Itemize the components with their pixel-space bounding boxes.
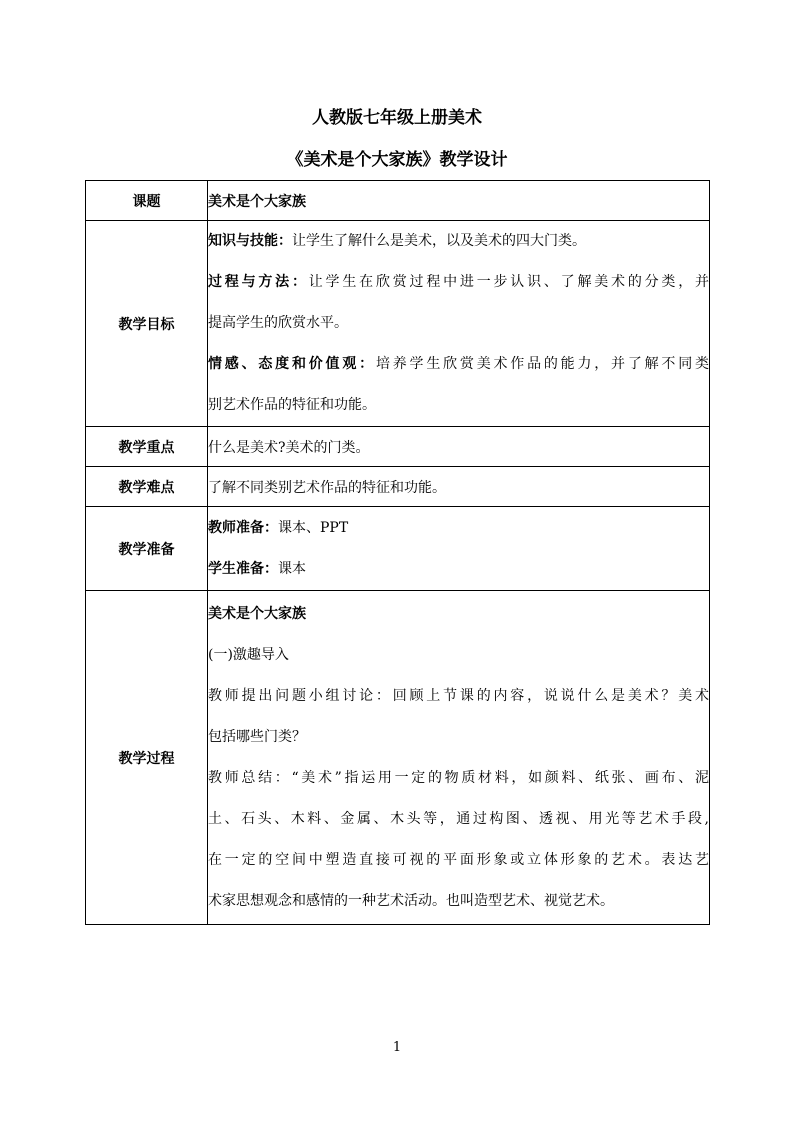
process-section-1: (一)激趣导入 — [208, 646, 289, 663]
process-heading-text: 美术是个大家族 — [208, 605, 306, 622]
prep-student-value: 课本 — [278, 560, 306, 577]
prep-teacher — [208, 508, 709, 549]
goals-label: 教学目标 — [86, 221, 208, 427]
goal-process-line2: 提高学生的欣赏水平。 — [208, 315, 348, 331]
process-label: 教学过程 — [86, 591, 208, 925]
topic-value-text: 美术是个大家族 — [208, 193, 306, 210]
lesson-plan-table — [85, 180, 710, 925]
row-topic — [86, 181, 710, 221]
prep-teacher-value: 课本、PPT — [278, 519, 349, 536]
row-preparation — [86, 507, 710, 591]
preparation-label: 教学准备 — [86, 507, 208, 591]
row-difficulty — [86, 467, 710, 507]
row-process — [86, 591, 710, 925]
process-para1-line1: 教师提出问题小组讨论：回顾上节课的内容，说说什么是美术？美术 — [208, 687, 709, 704]
goal-knowledge — [208, 221, 709, 262]
topic-value — [208, 181, 710, 221]
process-para1-line2: 包括哪些门类？ — [208, 728, 306, 745]
process-content — [208, 591, 710, 925]
prep-student-label: 学生准备： — [208, 560, 278, 577]
goal-knowledge-label: 知识与技能： — [208, 233, 292, 249]
goal-emotion-text-1: 培养学生欣赏美术作品的能力，并了解不同类 — [375, 356, 710, 372]
goal-emotion-line1 — [208, 344, 709, 385]
goal-knowledge-text: 让学生了解什么是美术，以及美术的四大门类。 — [292, 233, 586, 249]
key-point-value: 什么是美术?美术的门类。 — [208, 427, 710, 467]
goals-content — [208, 221, 710, 427]
goal-process-label: 过程与方法： — [208, 274, 309, 290]
row-goals — [86, 221, 710, 427]
document-title: 人教版七年级上册美术 — [312, 108, 482, 128]
document-subtitle: 《美术是个大家族》教学设计 — [286, 150, 508, 170]
page-number: 1 — [392, 1040, 402, 1055]
process-para2-line4: 术家思想观念和感情的一种艺术活动。也叫造型艺术、视觉艺术。 — [208, 892, 614, 909]
process-para2-line3: 在一定的空间中塑造直接可视的平面形象或立体形象的艺术。表达艺 — [208, 851, 709, 868]
row-key-point — [86, 427, 710, 467]
prep-student — [208, 549, 709, 590]
process-heading — [208, 594, 709, 635]
goal-emotion-label: 情感、态度和价值观： — [208, 356, 376, 372]
difficulty-label: 教学难点 — [86, 467, 208, 507]
difficulty-value: 了解不同类别艺术作品的特征和功能。 — [208, 467, 710, 507]
key-point-label: 教学重点 — [86, 427, 208, 467]
process-para2-line1: 教师总结：“美术”指运用一定的物质材料，如颜料、纸张、画布、泥 — [208, 769, 709, 786]
process-para2-line2: 土、石头、木料、金属、木头等，通过构图、透视、用光等艺术手段, — [208, 810, 709, 827]
goal-process-text-1: 让学生在欣赏过程中进一步认识、了解美术的分类，并 — [308, 274, 710, 290]
goal-emotion-line2: 别艺术作品的特征和功能。 — [208, 397, 376, 413]
prep-teacher-label: 教师准备： — [208, 519, 278, 536]
topic-label: 课题 — [86, 181, 208, 221]
goal-process-line1 — [208, 262, 709, 303]
preparation-content — [208, 507, 710, 591]
